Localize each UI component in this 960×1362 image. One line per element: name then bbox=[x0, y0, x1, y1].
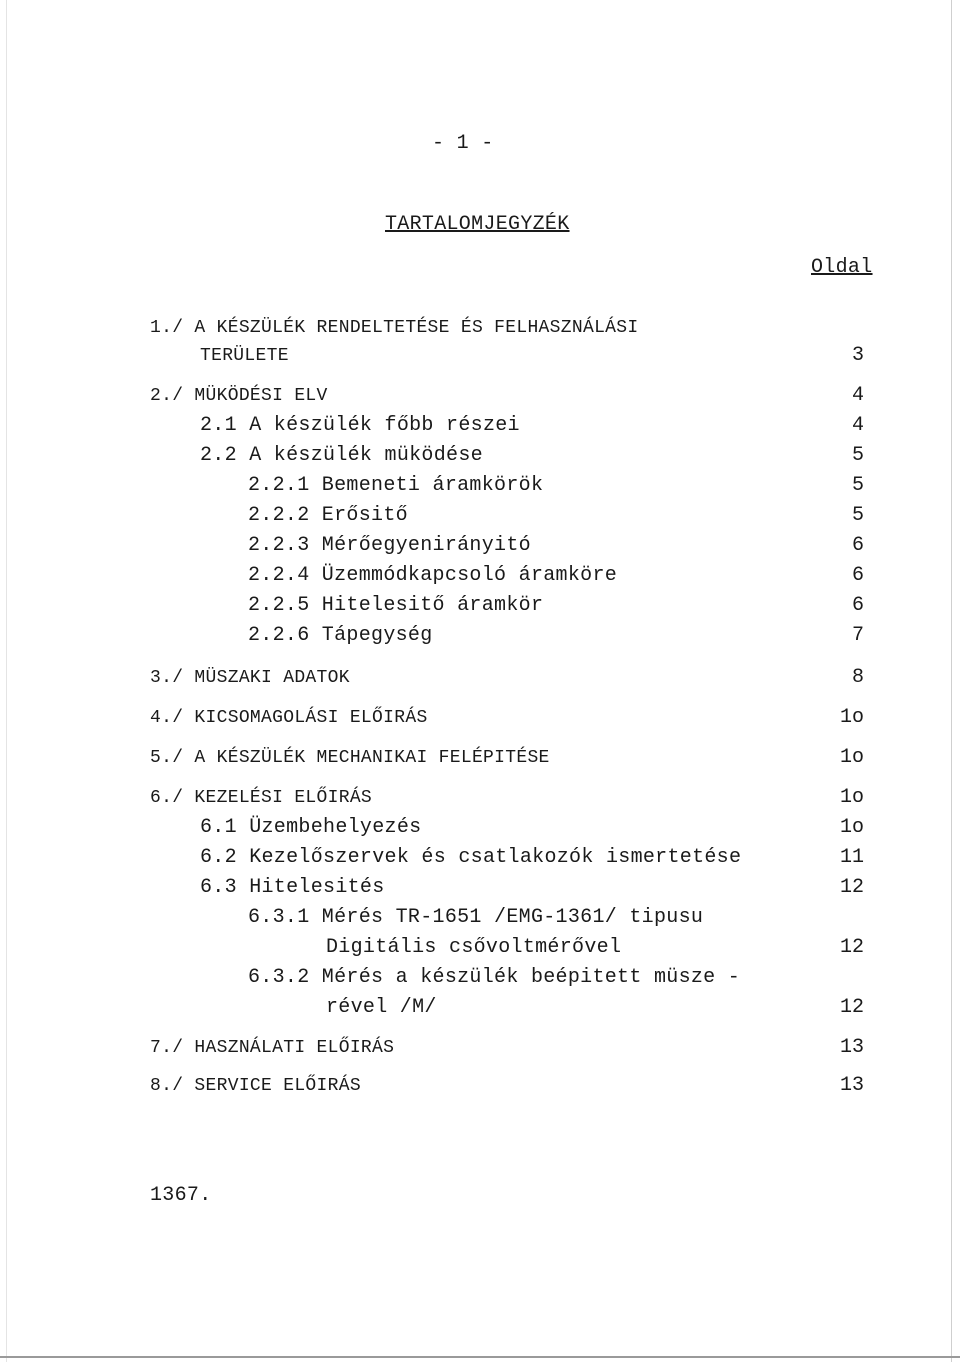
toc-entry-page: 1o bbox=[839, 746, 864, 769]
toc-entry-text: 2.2.4 Üzemmódkapcsoló áramköre bbox=[248, 564, 618, 587]
toc-entry-page: 12 bbox=[839, 996, 864, 1019]
page-number: - 1 - bbox=[432, 132, 494, 155]
toc-entry-page: 5 bbox=[851, 474, 864, 497]
toc-entry-page: 7 bbox=[851, 624, 864, 647]
toc-entry-text: 2./ MÜKÖDÉSI ELV bbox=[150, 386, 328, 406]
toc-entry-text: 2.2.3 Mérőegyenirányitó bbox=[248, 534, 531, 557]
toc-entry-text: 2.1 A készülék főbb részei bbox=[200, 414, 520, 437]
toc-entry-text: 2.2.5 Hitelesitő áramkör bbox=[248, 594, 544, 617]
toc-entry-text: 6.3 Hitelesités bbox=[200, 876, 385, 899]
toc-entry-text: 6.3.2 Mérés a készülék beépitett müsze - bbox=[248, 966, 741, 989]
toc-entry-text: 6./ KEZELÉSI ELŐIRÁS bbox=[150, 788, 373, 808]
toc-entry-text: 6.2 Kezelőszervek és csatlakozók ismertetése bbox=[200, 846, 742, 869]
scan-edge-left bbox=[6, 0, 7, 1362]
toc-entry-text: 2.2.6 Tápegység bbox=[248, 624, 433, 647]
footer-note: 1367. bbox=[150, 1184, 212, 1207]
toc-entry-page: 12 bbox=[839, 876, 864, 899]
toc-entry-page: 4 bbox=[851, 414, 864, 437]
toc-entry-text: 5./ A KÉSZÜLÉK MECHANIKAI FELÉPITÉSE bbox=[150, 748, 550, 768]
toc-entry-text: TERÜLETE bbox=[200, 346, 289, 366]
toc-entry-page: 6 bbox=[851, 534, 864, 557]
toc-entry-page: 1o bbox=[839, 706, 864, 729]
toc-entry-page: 8 bbox=[851, 666, 864, 689]
scan-edge-right bbox=[951, 0, 952, 1362]
toc-entry-text: Digitális csővoltmérővel bbox=[326, 936, 622, 959]
toc-entry-page: 13 bbox=[839, 1036, 864, 1059]
toc-entry-page: 1o bbox=[839, 816, 864, 839]
toc-entry-page: 1o bbox=[839, 786, 864, 809]
toc-entry-page: 12 bbox=[839, 936, 864, 959]
toc-entry-text: 6.3.1 Mérés TR-1651 /EMG-1361/ tipusu bbox=[248, 906, 704, 929]
toc-entry-page: 4 bbox=[851, 384, 864, 407]
toc-entry-page: 6 bbox=[851, 564, 864, 587]
toc-entry-text: 2.2.2 Erősitő bbox=[248, 504, 408, 527]
toc-entry-page: 3 bbox=[851, 344, 864, 367]
toc-entry-page: 5 bbox=[851, 444, 864, 467]
toc-entry-text: 6.1 Üzembehelyezés bbox=[200, 816, 422, 839]
toc-entry-text: 7./ HASZNÁLATI ELŐIRÁS bbox=[150, 1038, 395, 1058]
toc-title: TARTALOMJEGYZÉK bbox=[385, 213, 570, 236]
toc-entry-text: 3./ MÜSZAKI ADATOK bbox=[150, 668, 350, 688]
toc-entry-text: 4./ KICSOMAGOLÁSI ELŐIRÁS bbox=[150, 708, 428, 728]
toc-entry-text: 2.2 A készülék müködése bbox=[200, 444, 483, 467]
page-column-header: Oldal bbox=[811, 256, 873, 279]
toc-entry-text: 8./ SERVICE ELŐIRÁS bbox=[150, 1076, 361, 1096]
toc-entry-text: 2.2.1 Bemeneti áramkörök bbox=[248, 474, 544, 497]
toc-entry-page: 11 bbox=[839, 846, 864, 869]
scan-edge-bottom bbox=[0, 1356, 960, 1358]
toc-entry-text: rével /M/ bbox=[326, 996, 437, 1019]
toc-entry-page: 5 bbox=[851, 504, 864, 527]
toc-entry-page: 6 bbox=[851, 594, 864, 617]
toc-entry-page: 13 bbox=[839, 1074, 864, 1097]
toc-entry-text: 1./ A KÉSZÜLÉK RENDELTETÉSE ÉS FELHASZNÁLÁSI bbox=[150, 318, 639, 338]
